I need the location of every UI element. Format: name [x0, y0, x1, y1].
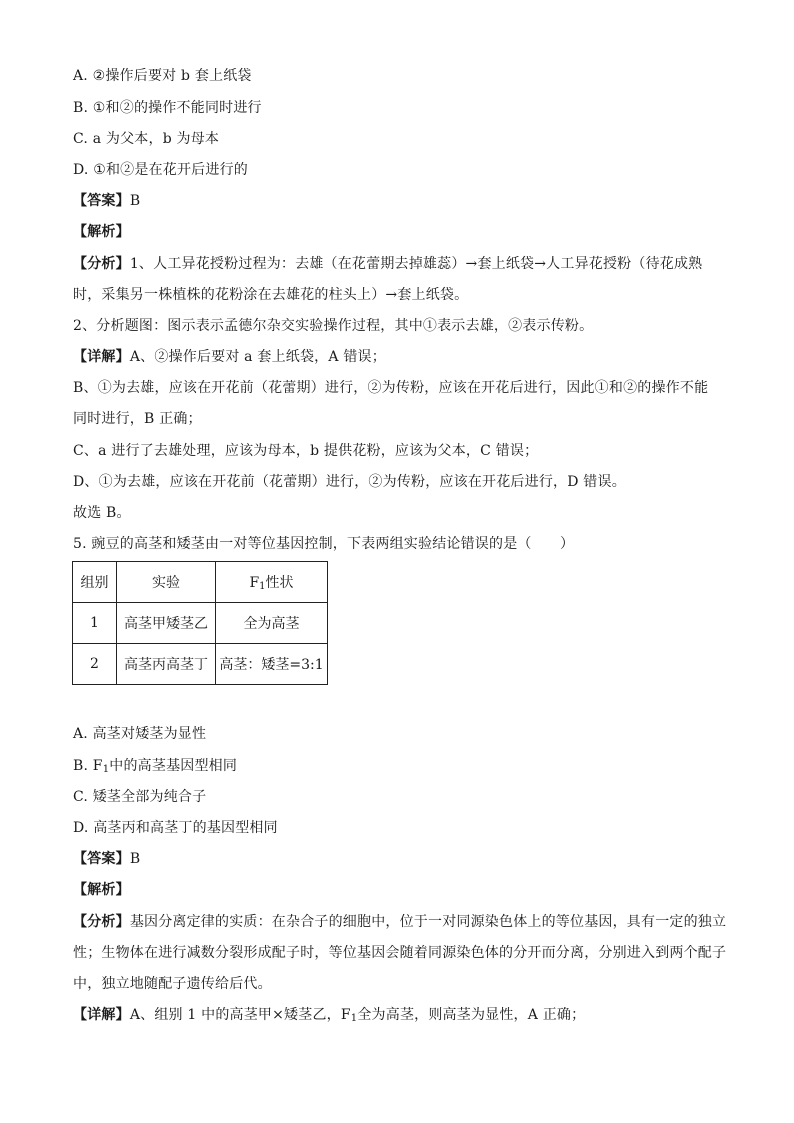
q5-fenxi-line-1	[73, 912, 726, 932]
detail-subscript: 1	[350, 1013, 358, 1024]
detail-text: 全为高茎，则高茎为显性，A 正确；	[357, 1007, 586, 1023]
trait-label: 性状	[265, 575, 294, 591]
detail-text: A、②操作后要对 a 套上纸袋，A 错误；	[129, 349, 386, 365]
q4-fenxi-line-3: 2、分析题图：图示表示孟德尔杂交实验操作过程，其中①表示去雄，②表示传粉。	[73, 318, 594, 334]
table-header-cell: 组别	[73, 562, 117, 603]
q5-option-c: C. 矮茎全部为纯合子	[73, 789, 207, 805]
q5-option-d: D. 高茎丙和高茎丁的基因型相同	[73, 820, 278, 836]
q4-fenxi-line-2: 时，采集另一株植株的花粉涂在去雄花的柱头上）→套上纸袋。	[73, 287, 469, 303]
answer-value: B	[129, 193, 141, 209]
table-header-cell: 实验	[117, 562, 216, 603]
option-b-subscript: 1	[102, 764, 110, 775]
fenxi-text: 基因分离定律的实质：在杂合子的细胞中，位于一对同源染色体上的等位基因，具有一定的独立	[129, 914, 727, 930]
f-subscript: 1	[259, 581, 266, 592]
q4-option-b: B. ①和②的操作不能同时进行	[73, 100, 262, 116]
q5-fenxi-line-2: 性；生物体在进行减数分裂形成配子时，等位基因会随着同源染色体的分开而分离，分别进入到两个配子	[73, 945, 727, 961]
table-row	[73, 644, 328, 685]
answer-tag: 【答案】	[73, 851, 130, 867]
detail-tag: 【详解】	[73, 349, 130, 365]
q5-analysis-heading	[73, 880, 130, 900]
q4-conclusion: 故选 B。	[73, 505, 131, 521]
detail-prefix: A、组别 1 中的高茎甲×矮茎乙，F	[129, 1007, 351, 1023]
table-cell: 高茎丙高茎丁	[117, 644, 216, 685]
q5-detail-line-1	[73, 1005, 585, 1025]
q5-fenxi-line-3: 中，独立地随配子遗传给后代。	[73, 976, 272, 992]
fenxi-tag: 【分析】	[73, 256, 130, 272]
q4-fenxi-line-1	[73, 254, 702, 274]
table-cell: 高茎甲矮茎乙	[117, 603, 216, 644]
fenxi-text: 1、人工异花授粉过程为：去雄（在花蕾期去掉雄蕊）→套上纸袋→人工异花授粉（待花成熟	[129, 256, 703, 272]
table-cell: 2	[73, 644, 117, 685]
q4-analysis-heading	[73, 222, 130, 242]
f-label: F	[249, 575, 260, 591]
q4-option-a: A. ②操作后要对 b 套上纸袋	[73, 68, 252, 84]
q5-option-b	[73, 756, 237, 776]
answer-tag: 【答案】	[73, 193, 130, 209]
analysis-tag: 【解析】	[73, 224, 130, 240]
table-cell: 高茎：矮茎=3:1	[216, 644, 328, 685]
q5-table	[72, 561, 328, 685]
q4-option-c: C. a 为父本，b 为母本	[73, 131, 220, 147]
q5-stem: 5. 豌豆的高茎和矮茎由一对等位基因控制，下表两组实验结论错误的是（ ）	[73, 536, 575, 552]
q5-option-a: A. 高茎对矮茎为显性	[73, 726, 207, 742]
table-header-cell	[216, 562, 328, 603]
option-b-prefix: B. F	[73, 758, 103, 774]
detail-tag: 【详解】	[73, 1007, 130, 1023]
q4-detail-line-4: C、a 进行了去雄处理，应该为母本，b 提供花粉，应该为父本，C 错误；	[73, 443, 539, 459]
q4-detail-line-3: 同时进行，B 正确；	[73, 411, 202, 427]
table-row	[73, 603, 328, 644]
q5-answer	[73, 849, 140, 869]
analysis-tag: 【解析】	[73, 882, 130, 898]
fenxi-tag: 【分析】	[73, 914, 130, 930]
table-cell: 1	[73, 603, 117, 644]
option-b-text: 中的高茎基因型相同	[109, 758, 238, 774]
q4-detail-line-2: B、①为去雄，应该在开花前（花蕾期）进行，②为传粉，应该在开花后进行，因此①和②的操作不能	[73, 380, 709, 396]
q4-option-d: D. ①和②是在花开后进行的	[73, 162, 248, 178]
table-header-row	[73, 562, 328, 603]
table-cell: 全为高茎	[216, 603, 328, 644]
q4-detail-line-1	[73, 347, 386, 367]
answer-value: B	[129, 851, 141, 867]
q4-answer	[73, 191, 140, 211]
q4-detail-line-5: D、①为去雄，应该在开花前（花蕾期）进行，②为传粉，应该在开花后进行，D 错误。	[73, 474, 626, 490]
